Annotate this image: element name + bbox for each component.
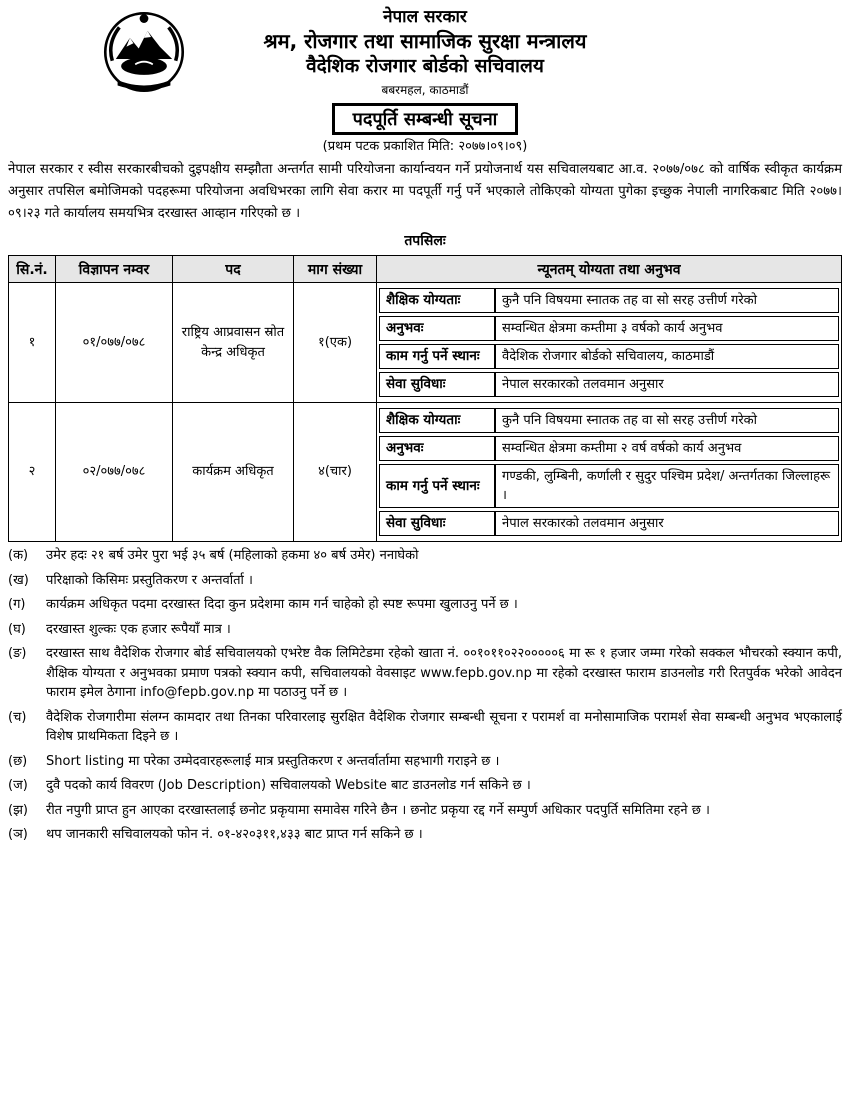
qual-value: कुनै पनि विषयमा स्नातक तह वा सो सरह उत्तीर्ण गरेको	[495, 408, 839, 433]
qual-value: सम्वन्धित क्षेत्रमा कम्तीमा ३ वर्षको कार्य अनुभव	[495, 316, 839, 341]
note-text: दरखास्त साथ वैदेशिक रोजगार बोर्ड सचिवालयको एभरेष्ट वैक लिमिटेडमा रहेको खाता नं. ००१०११०२२०००००६ मा रू १ हजार जम्मा गरेको सक्कल भौचरको स्क्यान कपी, शैक्षिक योग्यता र अनुभवका प्रमाण पत्रको स्क्यान कपी, सचिवालयको वेवसाइट www.fepb.gov.np मा रहेको दरखास्त फाराम डाउनलोड गरी रितपुर्वक भरेको आवेदन फाराम इमेल ठेगाना info@fepb.gov.np मा पठाउनु पर्ने छ ।	[46, 646, 842, 700]
row-sn: २	[9, 403, 56, 542]
details-heading: तपसिलः	[404, 233, 446, 249]
qual-value: गण्डकी, लुम्बिनी, कर्णाली र सुदुर पश्चिम प्रदेश/ अन्तर्गतका जिल्लाहरू ।	[495, 464, 839, 508]
row-count: ४(चार)	[294, 403, 377, 542]
list-item	[8, 571, 842, 591]
nepal-emblem-icon	[100, 8, 188, 96]
col-header-qualification: न्यूनतम् योग्यता तथा अनुभव	[377, 256, 842, 283]
qualification-table	[379, 285, 839, 400]
list-item	[8, 776, 842, 796]
col-header-adv-no: विज्ञापन नम्वर	[56, 256, 173, 283]
qualification-row	[379, 372, 839, 397]
qualification-row	[379, 511, 839, 536]
list-item	[8, 595, 842, 615]
note-marker: (क)	[8, 548, 29, 563]
table-row	[9, 403, 842, 542]
ministry-name: श्रम, रोजगार तथा सामाजिक सुरक्षा मन्त्रालय	[263, 29, 587, 53]
col-header-sn: सि.नं.	[9, 256, 56, 283]
list-item	[8, 644, 842, 703]
row-qualifications	[377, 403, 842, 542]
row-qualifications	[377, 283, 842, 403]
vacancy-table	[8, 255, 842, 542]
list-item	[8, 801, 842, 821]
qual-label: काम गर्नु पर्ने स्थानः	[379, 464, 495, 508]
office-address: बबरमहल, काठमाडौं	[381, 83, 469, 97]
note-text: वैदेशिक रोजगारीमा संलग्न कामदार तथा तिनका परिवारलाइ सुरक्षित वैदेशिक रोजगार सम्बन्धी सूचना र परामर्श वा मनोसामाजिक परामर्श सेवा सम्बन्धी अनुभव भएकालाई विशेष प्राथमिकता दिइने छ ।	[46, 709, 842, 744]
government-name: नेपाल सरकार	[383, 7, 467, 27]
col-header-count: माग संख्या	[294, 256, 377, 283]
intro-paragraph: नेपाल सरकार र स्वीस सरकारबीचको दुइपक्षीय सम्झौता अन्तर्गत सामी परियोजना कार्यान्वयन गर्ने प्रयोजनार्थ यस सचिवालयबाट आ.व. २०७७/०७८ को वार्षिक स्वीकृत कार्यक्रम अनुसार तपसिल बमोजिमको पदहरूमा परियोजना अवधिभरका लागि सेवा करार मा पदपूर्ती गर्नु पर्ने भएकाले तोकिएको योग्यता पुगेका इच्छुक नेपाली नागरिकबाट मिति २०७७।०९।२३ गते कार्यालय समयभित्र दरखास्त आव्हान गरिएको छ ।	[8, 162, 842, 221]
notes-list	[8, 546, 842, 845]
table-row	[9, 283, 842, 403]
table-header-row	[9, 256, 842, 283]
note-text: उमेर हदः २१ बर्ष उमेर पुरा भई ३५ बर्ष (महिलाको हकमा ४० बर्ष उमेर) ननाघेको	[46, 548, 419, 563]
list-item	[8, 620, 842, 640]
note-marker: (घ)	[8, 621, 26, 637]
qual-value: नेपाल सरकारको तलवमान अनुसार	[495, 372, 839, 397]
published-date: (प्रथम पटक प्रकाशित मिति: २०७७।०९।०९)	[322, 139, 528, 154]
row-adv-no: ०१/०७७/०७८	[56, 283, 173, 403]
board-name: वैदेशिक रोजगार बोर्डको सचिवालय	[306, 55, 544, 77]
list-item	[8, 708, 842, 747]
qual-value: वैदेशिक रोजगार बोर्डको सचिवालय, काठमाडौं	[495, 344, 839, 369]
row-sn: १	[9, 283, 56, 403]
list-item	[8, 546, 842, 566]
qualification-row	[379, 464, 839, 508]
note-marker: (ज)	[8, 778, 28, 793]
qual-value: नेपाल सरकारको तलवमान अनुसार	[495, 511, 839, 536]
qual-label: अनुभवः	[379, 436, 495, 461]
note-marker: (ख)	[8, 572, 29, 588]
qual-value: कुनै पनि विषयमा स्नातक तह वा सो सरह उत्तीर्ण गरेको	[495, 288, 839, 313]
list-item	[8, 752, 842, 772]
note-text: कार्यक्रम अधिकृत पदमा दरखास्त दिदा कुन प्रदेशमा काम गर्न चाहेको हो स्पष्ट रूपमा खुलाउनु पर्ने छ ।	[46, 597, 518, 612]
row-post: कार्यक्रम अधिकृत	[173, 403, 294, 542]
note-marker: (ग)	[8, 597, 26, 612]
note-marker: (झ)	[8, 802, 28, 818]
qualification-row	[379, 408, 839, 433]
qual-label: सेवा सुविधाः	[379, 511, 495, 536]
row-post: राष्ट्रिय आप्रवासन स्रोत केन्द्र अधिकृत	[173, 283, 294, 403]
note-marker: (ञ)	[8, 827, 28, 842]
qualification-row	[379, 436, 839, 461]
note-marker: (च)	[8, 709, 27, 725]
qual-label: अनुभवः	[379, 316, 495, 341]
note-text: थप जानकारी सचिवालयको फोन नं. ०१-४२०३११,४३३ बाट प्राप्त गर्न सकिने छ ।	[46, 827, 423, 842]
qual-label: सेवा सुविधाः	[379, 372, 495, 397]
note-marker: (छ)	[8, 753, 28, 769]
qualification-row	[379, 288, 839, 313]
qual-label: शैक्षिक योग्यताः	[379, 288, 495, 313]
qual-label: काम गर्नु पर्ने स्थानः	[379, 344, 495, 369]
note-text: रीत नपुगी प्राप्त हुन आएका दरखास्तलाई छनोट प्रकृयामा समावेस गरिने छैन । छनोट प्रकृया रद्द गर्ने सम्पुर्ण अधिकार पदपुर्ति समितिमा रहने छ ।	[46, 802, 710, 818]
note-text: Short listing मा परेका उम्मेदवारहरूलाई मात्र प्रस्तुतिकरण र अन्तर्वार्तामा सहभागी गराइने छ ।	[46, 753, 500, 769]
qualification-row	[379, 316, 839, 341]
note-text: दुवै पदको कार्य विवरण (Job Description) सचिवालयको Website बाट डाउनलोड गर्न सकिने छ ।	[46, 778, 531, 793]
row-adv-no: ०२/०७७/०७८	[56, 403, 173, 542]
note-text: परिक्षाको किसिमः प्रस्तुतिकरण र अन्तर्वार्ता ।	[46, 572, 253, 588]
note-marker: (ङ)	[8, 646, 27, 661]
note-text: दरखास्त शुल्कः एक हजार रूपैयाँ मात्र ।	[46, 621, 231, 637]
qual-label: शैक्षिक योग्यताः	[379, 408, 495, 433]
qual-value: सम्वन्धित क्षेत्रमा कम्तीमा २ वर्ष वर्षको कार्य अनुभव	[495, 436, 839, 461]
col-header-post: पद	[173, 256, 294, 283]
row-count: १(एक)	[294, 283, 377, 403]
qualification-table	[379, 405, 839, 539]
notice-title: पदपूर्ति सम्बन्धी सूचना	[332, 103, 519, 135]
list-item	[8, 825, 842, 845]
qualification-row	[379, 344, 839, 369]
